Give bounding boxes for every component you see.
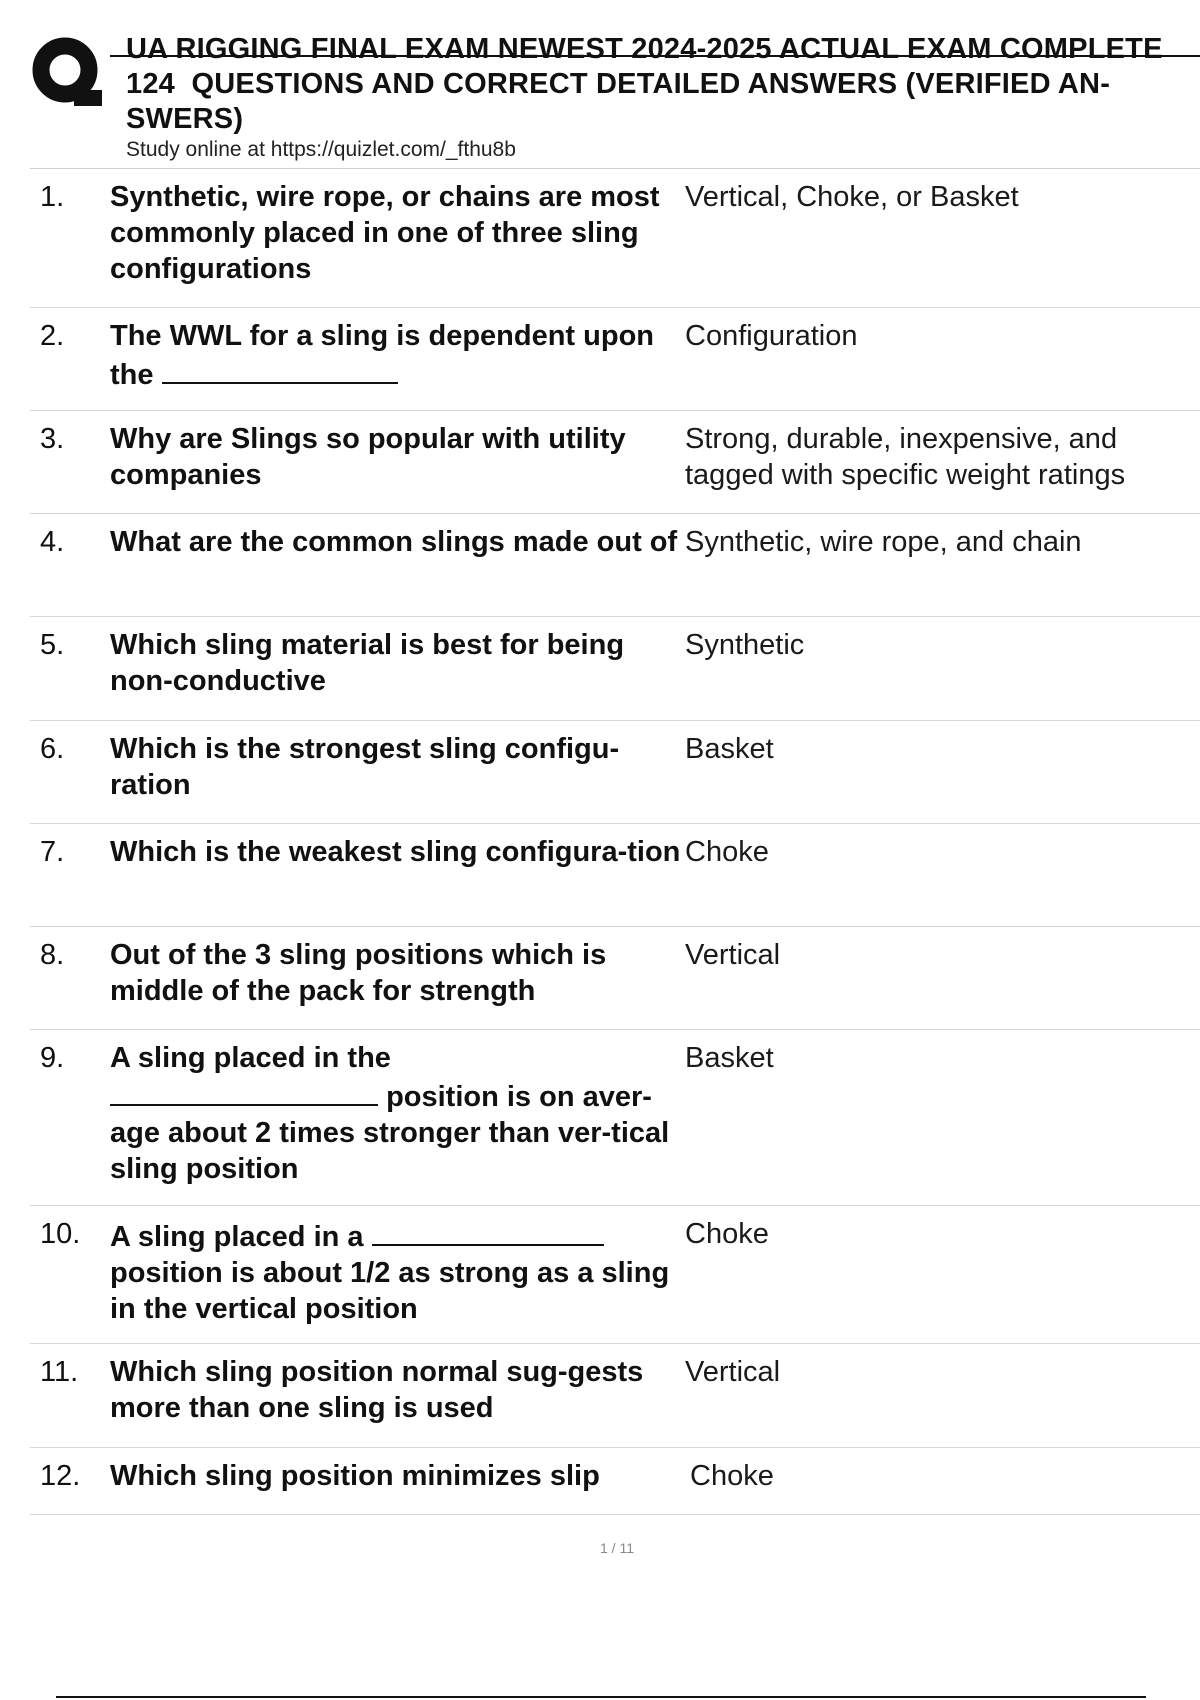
answer-text: Vertical, Choke, or Basket	[685, 181, 1019, 213]
answer-text: Synthetic, wire rope, and chain	[685, 526, 1082, 558]
question-text: Which sling position minimizes slip	[110, 1460, 600, 1492]
qa-row-6	[30, 721, 1200, 824]
fill-in-blank	[372, 1216, 604, 1246]
question-text: Which sling material is best for being non-conductive	[110, 629, 625, 697]
qa-row-4	[30, 514, 1200, 617]
fill-in-blank	[162, 354, 398, 384]
question-text: Why are Slings so popular with utility companies	[110, 423, 626, 491]
question-number: 4.	[40, 526, 65, 558]
document-title: UA RIGGING FINAL EXAM NEWEST 2024-2025 ACTUAL EXAM COMPLETE 124 QUESTIONS AND CORRECT DETAILED ANSWERS (VERIFIED AN- SWERS)	[126, 33, 1163, 135]
question-number: 6.	[40, 733, 65, 765]
qa-row-2	[30, 308, 1200, 411]
question-text: Which sling position normal sug-gests more than one sling is used	[110, 1356, 644, 1424]
question-text: Out of the 3 sling positions which is middle of the pack for strength	[110, 939, 607, 1007]
question-number: 1.	[40, 181, 65, 213]
question-number: 9.	[40, 1042, 65, 1074]
answer-text: Vertical	[685, 1356, 781, 1388]
fill-in-blank	[110, 1076, 378, 1106]
question-number: 7.	[40, 836, 65, 868]
footer-divider	[56, 1696, 1146, 1698]
question-text-part: position is about 1/2 as strong as a sling in the vertical position	[110, 1257, 670, 1325]
question-text: What are the common slings made out of	[110, 526, 678, 558]
question-text: Which is the weakest sling configura-tion	[110, 836, 681, 868]
question-number: 10.	[40, 1218, 81, 1250]
question-text: Which is the strongest sling configu-ration	[110, 733, 620, 801]
answer-text: Synthetic	[685, 629, 805, 661]
qa-row-5	[30, 617, 1200, 721]
question-text	[110, 318, 685, 410]
question-number: 8.	[40, 939, 65, 971]
answer-text: Choke	[685, 836, 769, 868]
question-text: Synthetic, wire rope, or chains are most commonly placed in one of three sling configurations	[110, 181, 660, 285]
answer-text: Configuration	[685, 320, 858, 352]
question-number: 12.	[40, 1460, 81, 1492]
question-text-part: The WWL for a sling is dependent upon the	[110, 320, 655, 391]
qa-row-10	[30, 1206, 1200, 1344]
question-number: 11.	[40, 1356, 79, 1388]
answer-text: Choke	[685, 1218, 769, 1250]
page-number: 1 / 11	[600, 1540, 634, 1556]
question-answer-list	[30, 169, 1200, 1515]
answer-text: Choke	[690, 1460, 774, 1492]
quizlet-q-logo-icon	[30, 34, 104, 112]
answer-text: Basket	[685, 1042, 774, 1074]
answer-text: Basket	[685, 733, 774, 765]
question-text-part: A sling placed in a	[110, 1221, 364, 1253]
question-text	[110, 1040, 685, 1205]
qa-row-11	[30, 1344, 1200, 1448]
question-text-part: position is on aver-age about 2 times stronger than ver-tical sling position	[110, 1081, 670, 1185]
answer-text: Vertical	[685, 939, 781, 971]
qa-row-1	[30, 169, 1200, 308]
question-text-part: A sling placed in the	[110, 1042, 391, 1074]
qa-row-3	[30, 411, 1200, 514]
question-number: 3.	[40, 423, 65, 455]
qa-row-12	[30, 1448, 1200, 1515]
study-online-link[interactable]: Study online at https://quizlet.com/_fthu8b	[126, 138, 516, 161]
question-number: 2.	[40, 320, 65, 352]
answer-text: Strong, durable, inexpensive, and tagged with specific weight ratings	[685, 423, 1126, 491]
qa-row-9	[30, 1030, 1200, 1206]
question-text	[110, 1216, 685, 1343]
qa-row-7	[30, 824, 1200, 927]
qa-row-8	[30, 927, 1200, 1030]
question-number: 5.	[40, 629, 65, 661]
